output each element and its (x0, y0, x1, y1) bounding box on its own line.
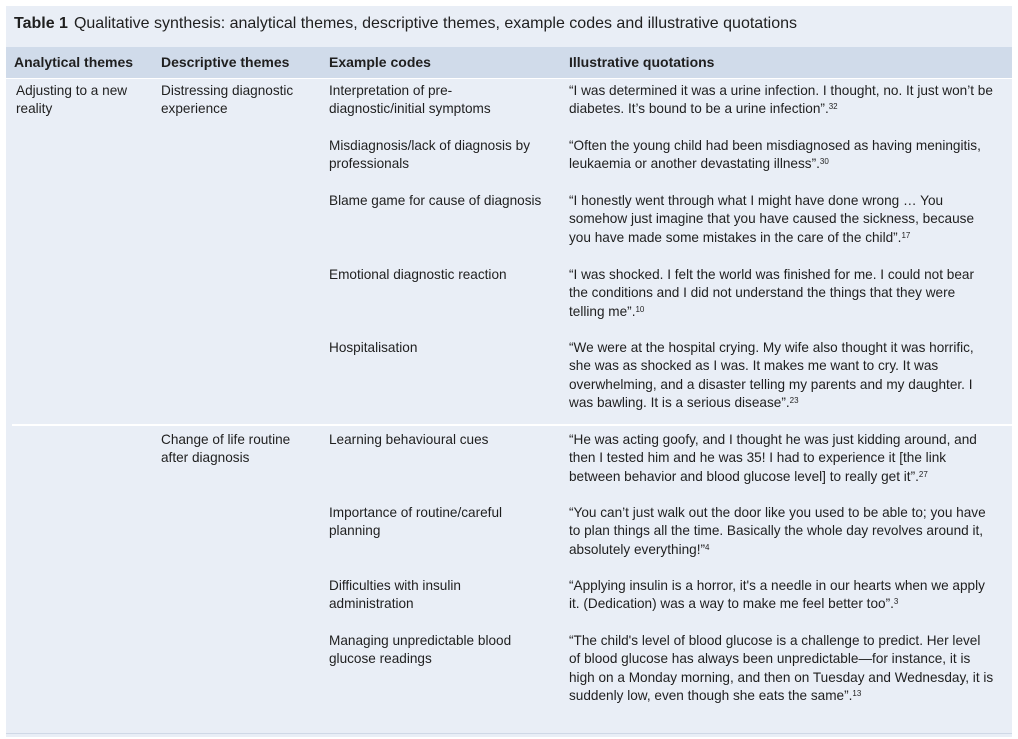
example-code: Misdiagnosis/lack of diagnosis by professionals (329, 138, 530, 172)
reference-number: 4 (705, 542, 710, 552)
illustrative-quotation (569, 82, 994, 119)
table-header-row (6, 47, 1012, 79)
quotation-text: “I honestly went through what I might have done wrong … You somehow just imagine that you have caused the sickness, because you have made some mistakes in the care of the child”. (569, 193, 975, 245)
example-code: Blame game for cause of diagnosis (329, 193, 542, 208)
reference-number: 10 (635, 304, 645, 314)
table-label: Table 1 (14, 15, 68, 32)
reference-number: 17 (901, 230, 911, 240)
example-code: Managing unpredictable blood glucose readings (329, 633, 512, 667)
header-example-codes: Example codes (329, 54, 431, 70)
descriptive-theme: Distressing diagnostic experience (161, 83, 294, 117)
illustrative-quotation (569, 431, 994, 486)
reference-number: 32 (828, 102, 838, 112)
reference-number: 23 (789, 395, 799, 405)
illustrative-quotation (569, 137, 994, 174)
reference-number: 13 (852, 688, 862, 698)
quotation-text: “He was acting goofy, and I thought he was just kidding around, and then I tested him and he was 35! I had to experience it [the link between behavior and blood glucose level] to really get it”. (569, 432, 977, 484)
analytical-theme: Adjusting to a new reality (16, 83, 128, 117)
example-code: Interpretation of pre-diagnostic/initial symptoms (329, 83, 491, 117)
quotation-text: “I was determined it was a urine infection. I thought, no. It just won’t be diabetes. It’s bound to be a urine infection”. (569, 83, 993, 117)
quotation-text: “You can’t just walk out the door like you used to be able to; you have to plan things all the time. Basically the whole day revolves around it, absolutely everything!” (569, 505, 986, 557)
illustrative-quotation (569, 632, 994, 705)
header-descriptive-themes: Descriptive themes (161, 54, 290, 70)
example-code: Learning behavioural cues (329, 432, 489, 447)
descriptive-theme: Change of life routine after diagnosis (161, 432, 291, 466)
quotation-text: “I was shocked. I felt the world was finished for me. I could not bear the conditions and I did not understand the things that they were telling me”. (569, 267, 974, 319)
illustrative-quotation (569, 577, 994, 614)
table-caption (14, 14, 797, 34)
header-analytical-themes: Analytical themes (14, 54, 134, 70)
reference-number: 30 (819, 157, 829, 167)
header-illustrative-quotations: Illustrative quotations (569, 54, 715, 70)
illustrative-quotation (569, 339, 994, 412)
reference-number: 3 (893, 597, 899, 607)
qualitative-synthesis-table (6, 6, 1012, 737)
quotation-text: “Applying insulin is a horror, it's a needle in our hearts when we apply it. (Dedication) was a way to make me feel better too”. (569, 578, 985, 612)
example-code: Difficulties with insulin administration (329, 578, 461, 612)
quotation-text: “Often the young child had been misdiagnosed as having meningitis, leukaemia or another devastating illness”. (569, 138, 981, 172)
quotation-text: “We were at the hospital crying. My wife also thought it was horrific, she was as shocked as I was. It makes me want to cry. It was overwhelming, and a disaster telling my parents and my daughter. I was bawling. It is a serious disease”. (569, 340, 974, 410)
quotation-text: “The child's level of blood glucose is a challenge to predict. Her level of blood glucose has always been unpredictable—for instance, it is high on a Monday morning, and then on Tuesday and Wednesday, it is suddenly low, even though she eats the same”. (569, 633, 994, 703)
example-code: Importance of routine/careful planning (329, 505, 503, 539)
illustrative-quotation (569, 266, 994, 321)
group-divider (12, 424, 1012, 426)
table-title: Qualitative synthesis: analytical themes, descriptive themes, example codes and illustrative quotations (73, 15, 797, 32)
table-bottom-rule (6, 733, 1012, 734)
illustrative-quotation (569, 504, 994, 559)
illustrative-quotation (569, 192, 994, 247)
reference-number: 27 (918, 469, 928, 479)
example-code: Emotional diagnostic reaction (329, 267, 507, 282)
example-code: Hospitalisation (329, 340, 418, 355)
